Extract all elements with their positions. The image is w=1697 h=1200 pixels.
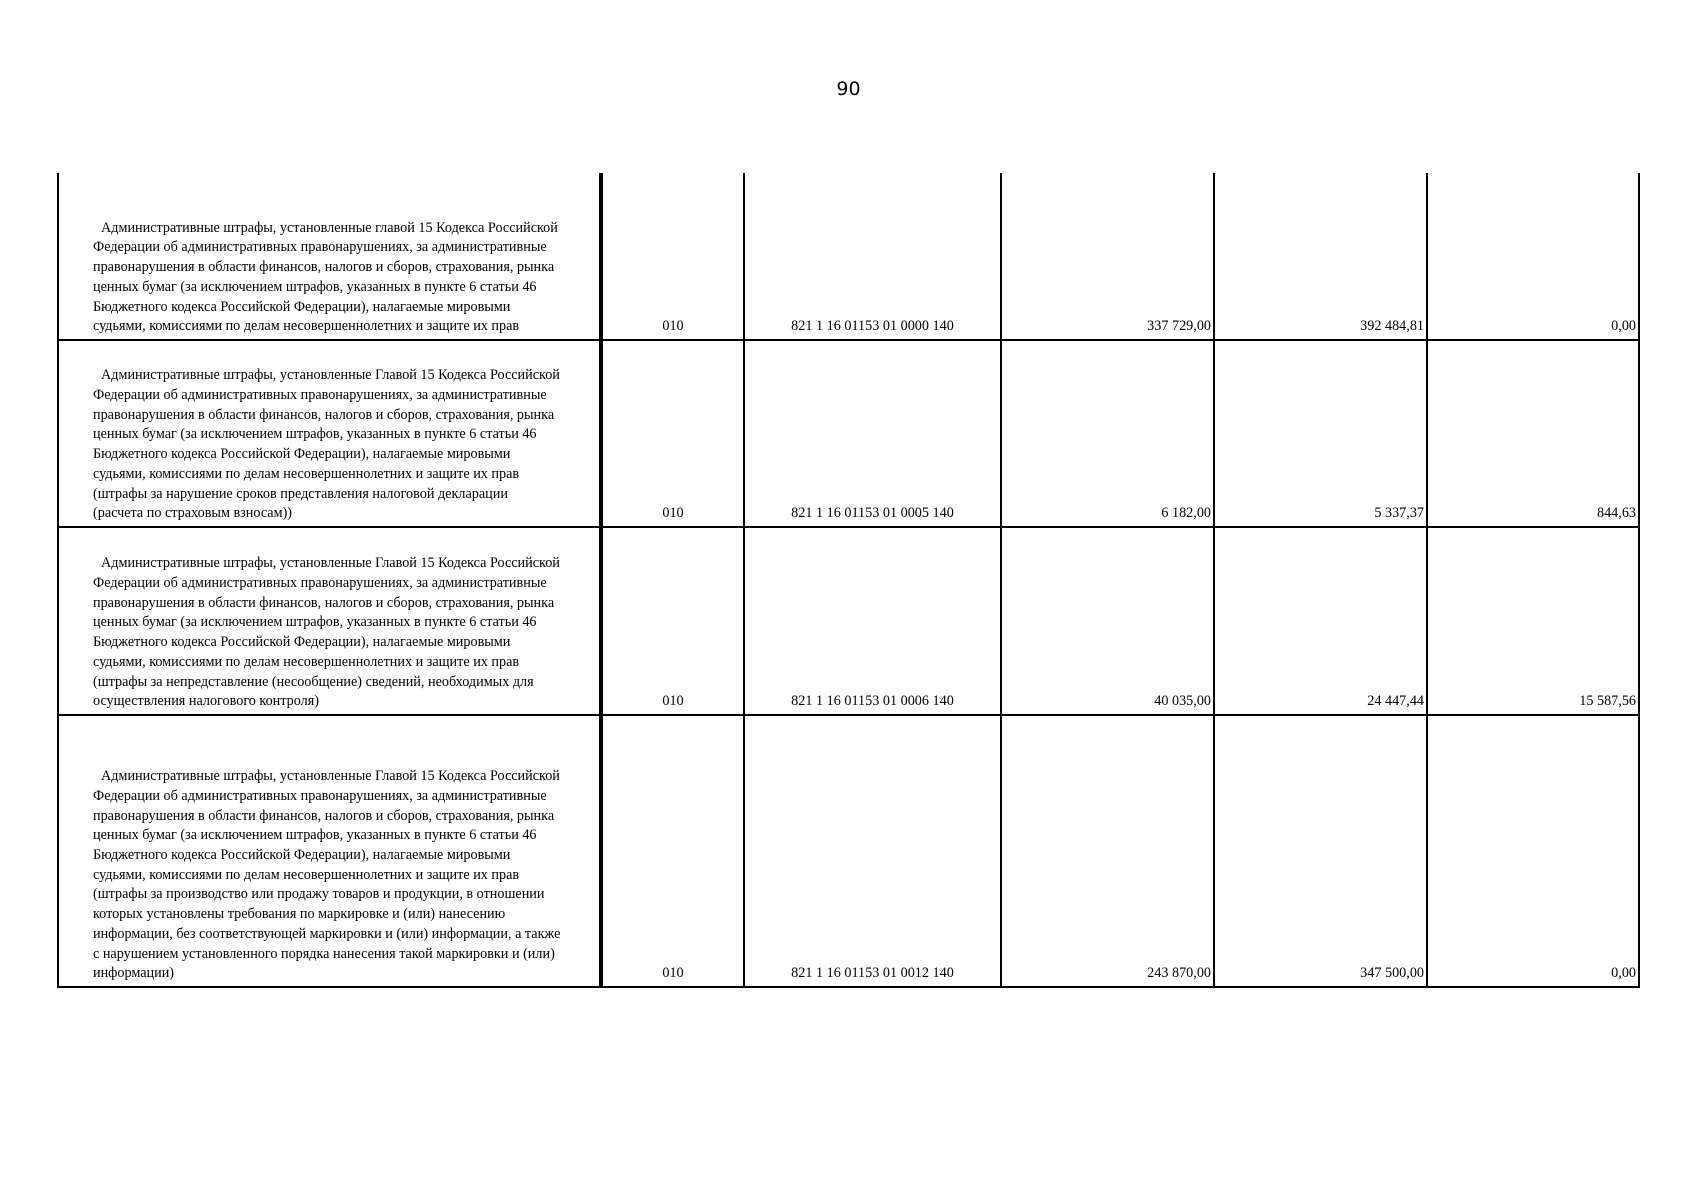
row-code: 010 <box>662 318 684 335</box>
row-code-cell <box>603 341 745 526</box>
row-code-cell <box>603 528 745 714</box>
row-value-3: 844,63 <box>1596 505 1636 522</box>
row-value-2-cell <box>1215 528 1428 714</box>
row-value-3-cell <box>1428 528 1638 714</box>
row-kbk-cell <box>745 173 1002 339</box>
row-value-1-cell <box>1002 341 1215 526</box>
row-kbk: 821 1 16 01153 01 0005 140 <box>791 505 954 522</box>
row-value-3: 15 587,56 <box>1579 693 1636 710</box>
row-name: Административные штрафы, установленные Главой 15 Кодекса Российской Федерации об административных правонарушениях, за административные правонарушения в области финансов, налогов и сборов, страхования, рынка ценных бумаг (за исключением штрафов, указанных в пункте 6 статьи 46 Бюджетного кодекса Российской Федерации), налагаемые мировыми судьями, комиссиями по делам несовершеннолетних и защите их прав (штрафы за производство или продажу товаров и продукции, в отношении которых установлены требования по маркировке и (или) нанесению информации, без соответствующей маркировки и (или) информации, а также с нарушением установленного порядка нанесения такой маркировки и (или) информации) <box>93 768 561 982</box>
page-number: 90 <box>836 78 861 100</box>
row-value-1: 40 035,00 <box>1154 693 1211 710</box>
row-code-cell <box>603 716 745 986</box>
row-value-1-cell <box>1002 528 1215 714</box>
table-row <box>57 716 1640 986</box>
row-code: 010 <box>662 693 684 710</box>
row-value-3-cell <box>1428 341 1638 526</box>
table-row <box>57 173 1640 341</box>
row-value-3: 0,00 <box>1611 318 1636 335</box>
row-name-cell <box>59 716 603 986</box>
row-value-2: 24 447,44 <box>1367 693 1424 710</box>
table-row <box>57 528 1640 716</box>
row-value-2: 5 337,37 <box>1374 505 1424 522</box>
row-value-2-cell <box>1215 716 1428 986</box>
row-name-cell <box>59 341 603 526</box>
row-value-2: 392 484,81 <box>1360 318 1424 335</box>
row-value-2-cell <box>1215 173 1428 339</box>
row-value-3-cell <box>1428 173 1638 339</box>
row-value-2: 347 500,00 <box>1360 965 1424 982</box>
row-name: Административные штрафы, установленные главой 15 Кодекса Российской Федерации об административных правонарушениях, за административные правонарушения в области финансов, налогов и сборов, страхования, рынка ценных бумаг (за исключением штрафов, указанных в пункте 6 статьи 46 Бюджетного кодекса Российской Федерации), налагаемые мировыми судьями, комиссиями по делам несовершеннолетних и защите их прав <box>93 219 558 335</box>
row-kbk-cell <box>745 528 1002 714</box>
row-value-1-cell <box>1002 173 1215 339</box>
income-table <box>57 173 1640 988</box>
row-value-3: 0,00 <box>1611 965 1636 982</box>
row-code-cell <box>603 173 745 339</box>
table-row <box>57 341 1640 528</box>
row-code: 010 <box>662 965 684 982</box>
row-value-2-cell <box>1215 341 1428 526</box>
row-value-1: 337 729,00 <box>1147 318 1211 335</box>
row-name-cell <box>59 173 603 339</box>
row-kbk-cell <box>745 716 1002 986</box>
row-kbk: 821 1 16 01153 01 0000 140 <box>791 318 954 335</box>
row-value-1: 6 182,00 <box>1161 505 1211 522</box>
row-value-1-cell <box>1002 716 1215 986</box>
row-name-cell <box>59 528 603 714</box>
row-kbk-cell <box>745 341 1002 526</box>
row-code: 010 <box>662 505 684 522</box>
row-value-1: 243 870,00 <box>1147 965 1211 982</box>
row-name: Административные штрафы, установленные Главой 15 Кодекса Российской Федерации об административных правонарушениях, за административные правонарушения в области финансов, налогов и сборов, страхования, рынка ценных бумаг (за исключением штрафов, указанных в пункте 6 статьи 46 Бюджетного кодекса Российской Федерации), налагаемые мировыми судьями, комиссиями по делам несовершеннолетних и защите их прав (штрафы за непредставление (несообщение) сведений, необходимых для осуществления налогового контроля) <box>93 555 560 710</box>
row-value-3-cell <box>1428 716 1638 986</box>
row-kbk: 821 1 16 01153 01 0012 140 <box>791 965 954 982</box>
row-name: Административные штрафы, установленные Главой 15 Кодекса Российской Федерации об административных правонарушениях, за административные правонарушения в области финансов, налогов и сборов, страхования, рынка ценных бумаг (за исключением штрафов, указанных в пункте 6 статьи 46 Бюджетного кодекса Российской Федерации), налагаемые мировыми судьями, комиссиями по делам несовершеннолетних и защите их прав (штрафы за нарушение сроков представления налоговой декларации (расчета по страховым взносам)) <box>93 367 560 522</box>
row-kbk: 821 1 16 01153 01 0006 140 <box>791 693 954 710</box>
